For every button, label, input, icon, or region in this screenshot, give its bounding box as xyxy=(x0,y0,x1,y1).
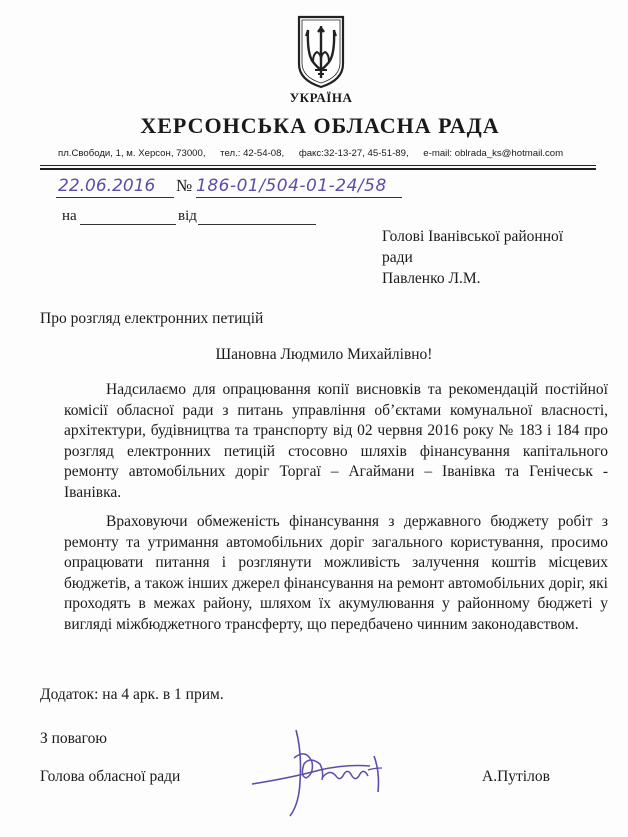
address-text: пл.Свободи, 1, м. Херсон, 73000, xyxy=(58,148,206,159)
handwritten-signature xyxy=(250,712,410,822)
attachment-note: Додаток: на 4 арк. в 1 прим. xyxy=(40,686,224,703)
email-text: e-mail: oblrada_ks@hotmail.com xyxy=(423,148,564,159)
header-divider-thick xyxy=(40,168,596,170)
salutation: Шановна Людмило Михайлівно! xyxy=(215,346,433,363)
closing-regards: З повагою xyxy=(40,730,107,747)
signer-name: А.Путілов xyxy=(482,768,550,785)
country-name: УКРАЇНА xyxy=(289,90,353,105)
registration-date: 22.06.2016 xyxy=(58,176,156,196)
addressee-name: Павленко Л.М. xyxy=(382,270,481,287)
body-paragraph-1: Надсилаємо для опрацювання копії висновків та рекомендацій постійної комісії обласної ради з питань управління об’єктами комунальної власності, архітектури, будівництва та транспорту від 02 червня 2016 року № 183 і 184 про розгляд електронних петицій стосовно шляхів фінансування капітального ремонту автомобільних доріг Торгаї – Агаймани – Іванівка та Генічеськ - Іванівка. xyxy=(64,381,608,501)
signer-position: Голова обласної ради xyxy=(40,768,181,785)
letter-subject: Про розгляд електронних петицій xyxy=(40,310,264,327)
reply-to-date-label: від xyxy=(178,208,197,224)
body-paragraph-2: Враховуючи обмеженість фінансування з державного бюджету робіт з ремонту та утримання автомобільних доріг загального користування, просимо опрацювати питання і розглянути можливість залучення коштів місцевих бюджетів, а також інших джерел фінансування на ремонт автомобільних доріг, які проходять в межах району, шляхом їх акумулювання у районному бюджеті у вигляді міжбюджетного трансферту, що передбачено чинним законодавством. xyxy=(64,513,608,633)
addressee-block xyxy=(382,226,563,289)
fax-text: факс:32-13-27, 45-51-89, xyxy=(298,148,409,159)
registration-number: 186-01/504-01-24/58 xyxy=(196,176,387,196)
reply-to-number-blank xyxy=(80,224,176,225)
ukraine-trident-icon xyxy=(296,14,346,90)
addressee-line-2: ради xyxy=(382,249,413,266)
council-name: ХЕРСОНСЬКА ОБЛАСНА РАДА xyxy=(140,113,500,138)
addressee-line-1: Голові Іванівської районної xyxy=(382,228,564,245)
date-underline xyxy=(56,197,174,198)
header-divider-thin xyxy=(40,165,596,166)
registration-number-sign: № xyxy=(176,176,193,195)
reply-to-date-blank xyxy=(198,224,316,225)
number-underline xyxy=(196,197,402,198)
reply-to-label: на xyxy=(62,208,77,224)
contacts-line xyxy=(58,148,575,159)
phone-text: тел.: 42-54-08, xyxy=(220,148,285,159)
